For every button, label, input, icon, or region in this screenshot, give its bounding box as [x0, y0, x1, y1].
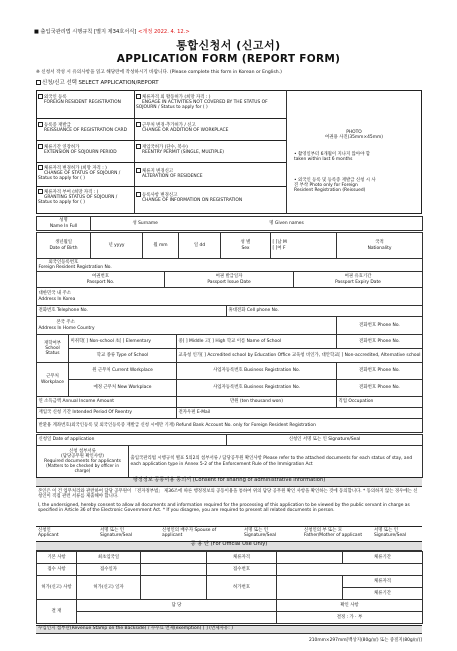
current-workplace-field[interactable]: 원 근무처 Current Workplace: [69, 363, 177, 380]
selection-divider-2: [286, 90, 287, 214]
option-residence-alteration[interactable]: 체류지 변경신고 ALTERATION OF RESIDENCE: [136, 168, 284, 179]
official-status-label: 체류자격: [207, 552, 277, 564]
official-permit-date-label: 허가(신고) 일자: [77, 576, 141, 600]
school-name-field[interactable]: 중[ ] Middle 고[ ] High 학교 이름 Name of School: [177, 335, 337, 349]
documents-text: 출입국관리법 시행규칙 별표 5의2의 첨부서류 / 담당공무원 확인사항 Please refer to the attached documents for each status of stay, and each application type in Annex 5-2 of the Enforcement Rule of the Immigration Act: [129, 446, 423, 478]
consent-text-korean: 본인은 이 건 업무처리와 관련하여 담당 공무원이 「전자정부법」 제36조에 따른 행정정보의 공동이용을 통하여 위의 담당 공무원 확인 사항을 확인하는 것에 동의합니다. * 동의하지 않는 경우에는 신청인이 직접 관련 서류를 제출해야 합니다.: [38, 489, 418, 500]
official-receipt-date-label: 접수일자: [77, 564, 141, 576]
refund-account-field[interactable]: 반환용 계좌번호(외국인등록 및 외국인등록증 재발급 신청 시에만 기재) Refund Bank Account No. only for Foreign Resident Registration: [37, 419, 423, 433]
email-field[interactable]: 전자우편 E-Mail: [177, 408, 423, 419]
official-permit-number-value: [277, 576, 343, 600]
income-unit-field[interactable]: 만원 (ten thousand won): [177, 397, 337, 408]
workplace-label: 근무처 Workplace: [37, 363, 69, 397]
consent-parent-signature[interactable]: 서명 또는 인 Signature/Seal: [374, 528, 407, 539]
documents-table: [36, 445, 423, 478]
income-table: [36, 396, 423, 433]
sex-options[interactable]: [271, 233, 337, 259]
school-non-option[interactable]: 미취학[ ] Non-school: [70, 338, 114, 344]
consent-spouse-signature[interactable]: 서명 또는 인 Signature/Seal: [244, 528, 277, 539]
official-receipt-date-value: [141, 564, 207, 576]
official-first-entry-value: [141, 552, 207, 564]
option-extension[interactable]: 체류기간 연장허가 EXTENSION OF SOJOURN PERIOD: [38, 144, 132, 155]
title-korean: 통합신청서 (신고서): [176, 39, 281, 52]
option-activities-permit[interactable]: 체류자격 외 활동허가 (희망 자격 : ) ENGAGE IN ACTIVITIES NOT COVERED BY THE STATUS OF SOJOURN / Status to apply for ( ): [136, 94, 268, 110]
dob-year-field[interactable]: 년 yyyy: [91, 233, 143, 259]
option-status-change[interactable]: 체류자격 변경허가 (희망 자격 : ) CHANGE OF STATUS OF SOJOURN / Status to apply for ( ): [38, 165, 121, 181]
checkbox-icon[interactable]: [136, 192, 141, 197]
option-information-change[interactable]: 등록사항 변경신고 CHANGE OF INFORMATION ON REGISTRATION: [136, 192, 284, 203]
official-use-table: [36, 551, 423, 624]
option-card-reissuance[interactable]: 등록증 재발급 REISSUANCE OF REGISTRATION CARD: [38, 122, 132, 133]
new-workplace-phone-field[interactable]: 전화번호 Phone No.: [337, 380, 423, 397]
checkbox-icon[interactable]: [136, 94, 141, 99]
checkbox-icon[interactable]: [136, 144, 141, 149]
birth-sex-table: [36, 232, 423, 259]
sex-label: 성 별 Sex: [221, 233, 271, 259]
telephone-field[interactable]: 전화번호 Telephone No.: [37, 306, 227, 317]
official-permit-number-label: 허가번호: [207, 576, 277, 600]
official-assent-value: [77, 612, 277, 624]
school-type-label: 학교 종류 Type of School: [69, 349, 177, 363]
revenue-stamp-note: 수입인지 첨부란(Revenue Stamp on the Backside) / 수수료 면제(exemption) [ ] (면제사유: ): [36, 625, 422, 634]
consent-spouse-label: 신청인의 배우자 Spouse of applicant: [162, 528, 217, 539]
dob-label: 생년월일 Date of Birth: [37, 233, 91, 259]
dob-day-field[interactable]: 일 dd: [179, 233, 221, 259]
option-workplace-change[interactable]: 근무처 변경·추가허가 / 신고 CHANGE OR ADDITION OF WORKPLACE: [136, 122, 284, 133]
selection-row-line: [36, 186, 286, 187]
photo-label: PHOTO 여권용 사진(35mm×45mm): [325, 130, 383, 141]
applicant-signature-field[interactable]: 신청인 서명 또는 인 Signature/Seal: [227, 435, 423, 446]
checkbox-icon[interactable]: [38, 144, 43, 149]
official-receipt-label: 접수 사항: [37, 564, 77, 576]
documents-label: 신청 첨부서류 (담당공무원 확인사항) Required documents for applicants (Matters to be checked by officer in charge): [37, 446, 129, 478]
official-permit-status-label: 체류자격: [343, 576, 423, 588]
passport-table: [36, 271, 423, 288]
school-phone-field[interactable]: 전화번호 Phone No.: [337, 335, 423, 349]
selection-row-line: [36, 118, 286, 119]
given-names-label: 명 Given names: [269, 220, 304, 226]
school-accredited-option[interactable]: 교육청 인가[ ] Accredited school by Education Office: [178, 352, 291, 358]
frn-field[interactable]: 외국인등록번호 Foreign Resident Registration No.: [37, 259, 423, 272]
consent-divider: [36, 526, 422, 527]
consent-applicant-label: 신청인 Applicant: [38, 528, 59, 539]
sex-male-option[interactable]: [ ]남 M: [272, 240, 287, 246]
selection-row-line: [36, 162, 286, 163]
official-use-title: 공 용 란 (For Official Use Only): [36, 541, 422, 551]
checkbox-icon[interactable]: [136, 168, 141, 173]
address-table: [36, 287, 423, 306]
frn-table: [36, 258, 423, 272]
official-permit-label: 허가(신고) 사항: [37, 576, 77, 600]
checkbox-icon[interactable]: [38, 94, 43, 99]
home-address-table: [36, 316, 423, 335]
school-status-label: 재학여부 School Status: [37, 335, 69, 363]
nationality-field[interactable]: 국적 Nationality: [337, 233, 423, 259]
revision-date: <개정 2022. 4. 12.>: [137, 29, 190, 35]
consent-parent-label: 신청인의 부 또는 모 Father/Mother of applicant: [304, 528, 363, 539]
official-permit-period-label: 체류기간: [343, 588, 423, 600]
school-elementary-option[interactable]: 초[ ] Elementary: [115, 338, 151, 344]
photo-note-recent: • 촬영일부터 6개월이 지나지 않아야 함 taken within last 6 months: [294, 152, 370, 163]
instruction-text: ※ 신청서 작성 시 유의사항을 읽고 해당란에 작성하시기 바랍니다. (Please complete this form in Korean or English.): [36, 70, 282, 75]
selection-row-line: [36, 140, 286, 141]
school-middle-option[interactable]: 중[ ] Middle: [178, 338, 204, 344]
official-check-label: 확인 사항: [277, 600, 423, 612]
option-reentry-permit[interactable]: 재입국허가 (단수, 복수) REENTRY PERMIT (SINGLE, MULTIPLE): [136, 144, 284, 155]
workplace-table: [36, 362, 423, 397]
new-workplace-field[interactable]: 예정 근무처 New Workplace: [69, 380, 177, 397]
official-decision-label: 결 재: [37, 600, 77, 624]
title-english: APPLICATION FORM (REPORT FORM): [116, 53, 341, 65]
name-field[interactable]: [91, 217, 423, 231]
official-assent-label: 담 당: [77, 600, 277, 612]
photo-note-registration: • 외국인 등록 및 등록증 재발급 신청 시 사진 부착 Photo only for Foreign Resident Registration (Reissued): [294, 178, 376, 194]
checkbox-icon[interactable]: [38, 189, 43, 194]
official-first-entry-label: 최초입국일: [77, 552, 141, 564]
checkbox-icon[interactable]: [38, 122, 43, 127]
official-period-label: 체류기간: [343, 552, 423, 564]
passport-issue-date-field[interactable]: 여권 발급일자 Passport Issue Date: [165, 272, 294, 288]
official-status-value: [277, 552, 343, 564]
surname-label: 성 Surname: [132, 220, 158, 226]
school-type-options[interactable]: [177, 349, 423, 363]
occupation-field[interactable]: 직업 Occupation: [337, 397, 423, 408]
option-foreign-registration[interactable]: 외국인 등록 FOREIGN RESIDENT REGISTRATION: [38, 94, 132, 105]
consent-text-english: I, the undersigned, hereby consent to allow all documents and information required for the processing of this application to be viewed by the public servant in charge as specified in Article 36 of the Electronic Government Act. * If you disagree, you are required to present all related documents in person.: [38, 503, 410, 514]
select-application-label: 신청/신고 선택 SELECT APPLICATION/REPORT: [36, 80, 159, 86]
school-nonaccredited-option[interactable]: 교육청 비인가, 대안학교[ ] Non-accredited, Alternative school: [291, 352, 421, 358]
sex-female-option[interactable]: [ ]여 F: [272, 245, 286, 251]
dob-month-field[interactable]: 월 mm: [143, 233, 179, 259]
cellphone-field[interactable]: 휴대전화 Cell phone No.: [227, 306, 423, 317]
official-receipt-number-value: [277, 564, 423, 576]
selection-divider-1: [134, 90, 135, 214]
school-high-option[interactable]: 고[ ] High: [204, 338, 226, 344]
personal-info-table: [36, 216, 423, 231]
paper-spec: 210mm×297mm[백상지(80g/㎡) 또는 중질지(80g/㎡)]: [308, 638, 422, 643]
official-receipt-number-label: 접수번호: [207, 564, 277, 576]
school-level-options[interactable]: [69, 335, 177, 349]
name-label: 성명 Name In Full: [37, 217, 91, 231]
official-permit-date-value: [141, 576, 207, 600]
annual-income-label: 연 소득금액 Annual Income Amount: [37, 397, 177, 408]
official-basic-label: 기본 사항: [37, 552, 77, 564]
option-granting-status[interactable]: 체류자격 부여 (희망 자격 : ) GRANTING STATUS OF SOJOURN / Status to apply for ( ): [38, 189, 118, 205]
regulation-header: ■ 출입국관리법 시행규칙 [별지 제34호서식] <개정 2022. 4. 12.>: [34, 29, 190, 35]
application-date-field[interactable]: 신청일 Date of application: [37, 435, 227, 446]
current-workplace-phone-field[interactable]: 전화번호 Phone No.: [337, 363, 423, 380]
new-brn-field[interactable]: 사업자등록번호 Business Registration No.: [177, 380, 337, 397]
passport-number-field[interactable]: 여권번호 Passport No.: [37, 272, 165, 288]
official-review-label: 결정 : 가 · 부: [277, 612, 423, 624]
consent-applicant-signature[interactable]: 서명 또는 인 Signature/Seal: [100, 528, 133, 539]
reentry-period-field[interactable]: 재입국 신청 기간 Intended Period Of Reentry: [37, 408, 177, 419]
school-table: [36, 334, 423, 363]
home-address-field[interactable]: 본국 주소 Address In Home Country: [37, 317, 337, 335]
current-brn-field[interactable]: 사업자등록번호 Business Registration No.: [177, 363, 337, 380]
section-marker-icon: [36, 80, 41, 85]
home-phone-field[interactable]: 전화번호 Phone No.: [337, 317, 423, 335]
checkbox-icon[interactable]: [38, 165, 43, 170]
checkbox-icon[interactable]: [136, 122, 141, 127]
consent-title: 행정정보 공동이용 동의서 (Consent for sharing of administrative information): [36, 477, 422, 487]
korea-address-field[interactable]: 대한민국 내 주소 Address In Korea: [37, 288, 423, 306]
passport-expiry-date-field[interactable]: 여권 유효기간 Passport Expiry Date: [294, 272, 423, 288]
